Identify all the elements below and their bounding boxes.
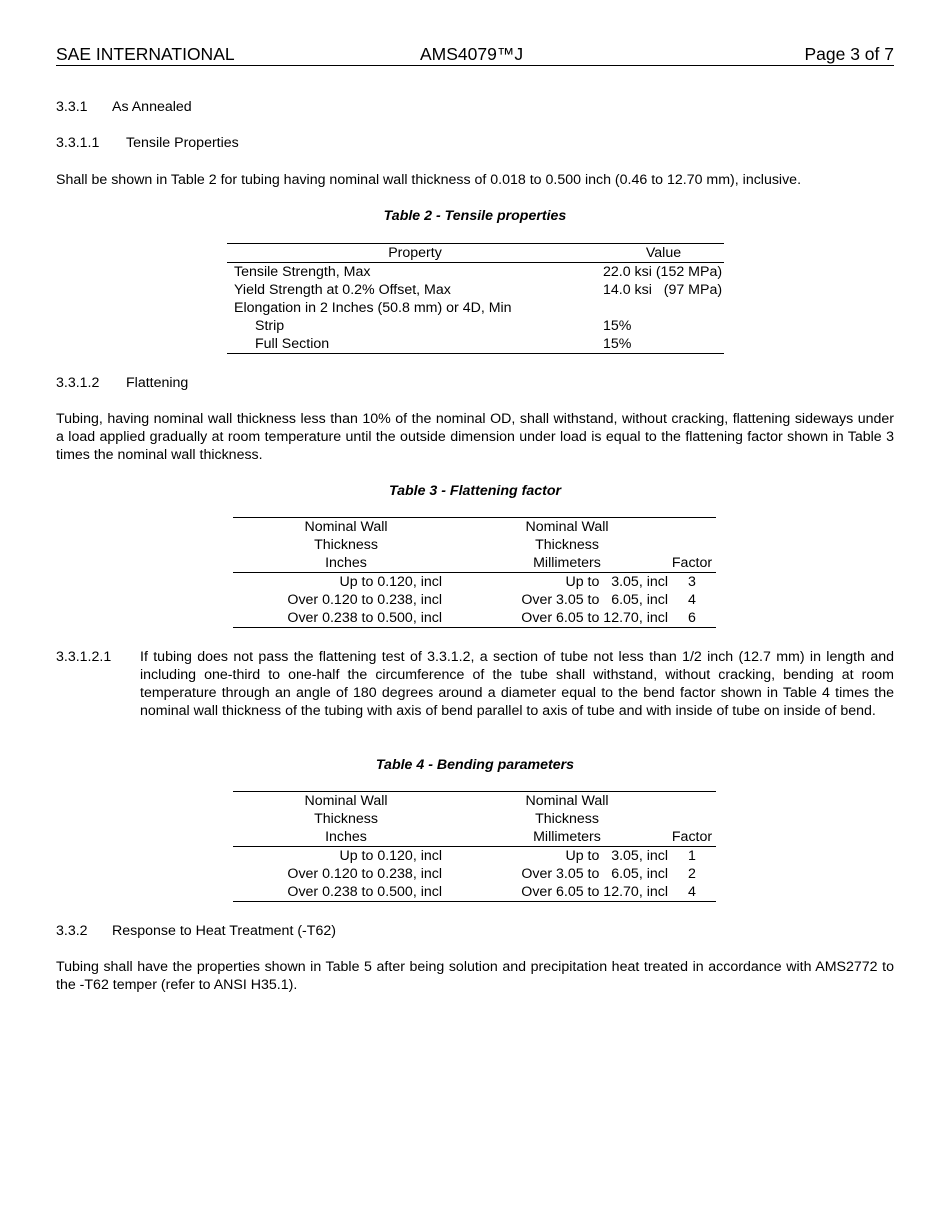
section-3-3-1-2-heading [56, 374, 189, 392]
column-header-mm-line2: Thickness [535, 811, 599, 827]
column-header-inches-line2: Thickness [314, 811, 378, 827]
table-header-row [233, 792, 716, 811]
table-2-caption: Table 2 - Tensile properties [383, 208, 567, 224]
table-row [233, 865, 716, 883]
header-org: SAE INTERNATIONAL [56, 44, 235, 64]
cell-inches: Over 0.120 to 0.238, incl [287, 866, 442, 882]
table-row [233, 883, 716, 902]
cell-value: 14.0 ksi (97 MPa) [603, 282, 723, 298]
table-4-bending-parameters [233, 791, 716, 902]
cell-mm: Over 3.05 to 6.05, incl [521, 592, 668, 608]
column-header-blank [668, 810, 716, 828]
table-row [227, 335, 724, 354]
page-header [56, 44, 894, 66]
column-header-inches-line3: Inches [233, 828, 442, 847]
cell-factor: 4 [688, 592, 696, 608]
section-title: Response to Heat Treatment (-T62) [112, 923, 336, 939]
column-header-inches-line1: Nominal Wall [304, 519, 388, 535]
table-row [227, 317, 724, 335]
table-row [233, 609, 716, 628]
paragraph-3-3-1-1: Shall be shown in Table 2 for tubing having nominal wall thickness of 0.018 to 0.500 inch (0.46 to 12.70 mm), inclusive. [56, 172, 802, 188]
section-number: 3.3.2 [56, 923, 88, 939]
table-header-row [233, 828, 716, 847]
cell-factor: 2 [688, 866, 696, 882]
column-header-blank [668, 536, 716, 554]
cell-factor: 3 [688, 574, 696, 590]
cell-inches: Up to 0.120, incl [339, 848, 442, 864]
column-header-factor: Factor [668, 554, 716, 573]
cell-mm: Up to 3.05, incl [565, 848, 668, 864]
column-header-mm-line3: Millimeters [442, 554, 668, 573]
table-row [227, 281, 724, 299]
paragraph-3-3-2: Tubing shall have the properties shown in Table 5 after being solution and precipitation heat treated in accordance with AMS2772 to the -T62 temper (refer to ANSI H35.1). [56, 959, 894, 993]
table-3-caption: Table 3 - Flattening factor [388, 483, 562, 499]
table-header-row [227, 244, 724, 263]
section-number: 3.3.1.1 [56, 135, 100, 151]
paragraph-3-3-1-2-1: If tubing does not pass the flattening test of 3.3.1.2, a section of tube not less than 1/2 inch (12.7 mm) in length and including one-third to one-half the circumference of the tube shall withstand, without cracking, bending at room temperature through an angle of 180 degrees around a diameter equal to the bend factor shown in Table 4 times the nominal wall thickness of the tubing with axis of bend parallel to axis of tube and with inside of tube on inside of bend. [140, 649, 894, 719]
table-header-row [233, 554, 716, 573]
cell-mm: Over 3.05 to 6.05, incl [521, 866, 668, 882]
column-header-mm-line1: Nominal Wall [525, 793, 609, 809]
section-title: Tensile Properties [126, 135, 239, 151]
table-header-row [233, 518, 716, 537]
column-header-inches-line3: Inches [233, 554, 442, 573]
section-3-3-1-2-1-number: 3.3.1.2.1 [56, 649, 112, 665]
table-row [227, 299, 724, 317]
table-row [227, 263, 724, 282]
cell-property: Yield Strength at 0.2% Offset, Max [234, 282, 451, 298]
section-number: 3.3.1.2 [56, 375, 100, 391]
table-2-tensile-properties [227, 243, 724, 354]
cell-factor: 6 [688, 610, 696, 626]
table-3-flattening-factor [233, 517, 716, 628]
section-3-3-1-1-heading [56, 134, 239, 152]
header-doc-number: AMS4079™J [420, 44, 524, 64]
cell-inches: Over 0.120 to 0.238, incl [287, 592, 442, 608]
table-header-row [233, 536, 716, 554]
section-3-3-2-heading [56, 922, 336, 940]
cell-inches: Up to 0.120, incl [339, 574, 442, 590]
column-header-mm-line2: Thickness [535, 537, 599, 553]
header-page-number: Page 3 of 7 [804, 44, 894, 64]
cell-property: Elongation in 2 Inches (50.8 mm) or 4D, Min [234, 300, 512, 316]
cell-factor: 4 [688, 884, 696, 900]
column-header-inches-line1: Nominal Wall [304, 793, 388, 809]
column-header-factor: Factor [668, 828, 716, 847]
cell-value: 15% [603, 336, 632, 352]
table-header-row [233, 810, 716, 828]
column-header-blank [668, 518, 716, 537]
cell-mm: Up to 3.05, incl [565, 574, 668, 590]
section-number: 3.3.1 [56, 99, 88, 115]
table-row [233, 573, 716, 592]
section-3-3-1-heading [56, 98, 192, 116]
cell-property: Full Section [255, 336, 330, 352]
column-header-blank [668, 792, 716, 811]
section-title: Flattening [126, 375, 189, 391]
cell-value: 15% [603, 318, 632, 334]
column-header-inches-line2: Thickness [314, 537, 378, 553]
cell-inches: Over 0.238 to 0.500, incl [287, 884, 442, 900]
column-header-mm-line1: Nominal Wall [525, 519, 609, 535]
section-title: As Annealed [112, 99, 192, 115]
table-row [233, 591, 716, 609]
column-header-property: Property [227, 244, 603, 263]
column-header-mm-line3: Millimeters [442, 828, 668, 847]
cell-factor: 1 [688, 848, 696, 864]
cell-inches: Over 0.238 to 0.500, incl [287, 610, 442, 626]
cell-value: 22.0 ksi (152 MPa) [603, 264, 723, 280]
paragraph-3-3-1-2: Tubing, having nominal wall thickness less than 10% of the nominal OD, shall withstand, without cracking, flattening sideways under a load applied gradually at room temperature until the outside dimension under load is equal to the flattening factor shown in Table 3 times the nominal wall thickness. [56, 411, 894, 463]
cell-value [603, 299, 724, 317]
table-4-caption: Table 4 - Bending parameters [375, 757, 575, 773]
cell-mm: Over 6.05 to 12.70, incl [521, 884, 668, 900]
table-row [233, 847, 716, 866]
cell-mm: Over 6.05 to 12.70, incl [521, 610, 668, 626]
column-header-value: Value [603, 244, 724, 263]
cell-property: Tensile Strength, Max [234, 264, 371, 280]
cell-property: Strip [255, 318, 285, 334]
